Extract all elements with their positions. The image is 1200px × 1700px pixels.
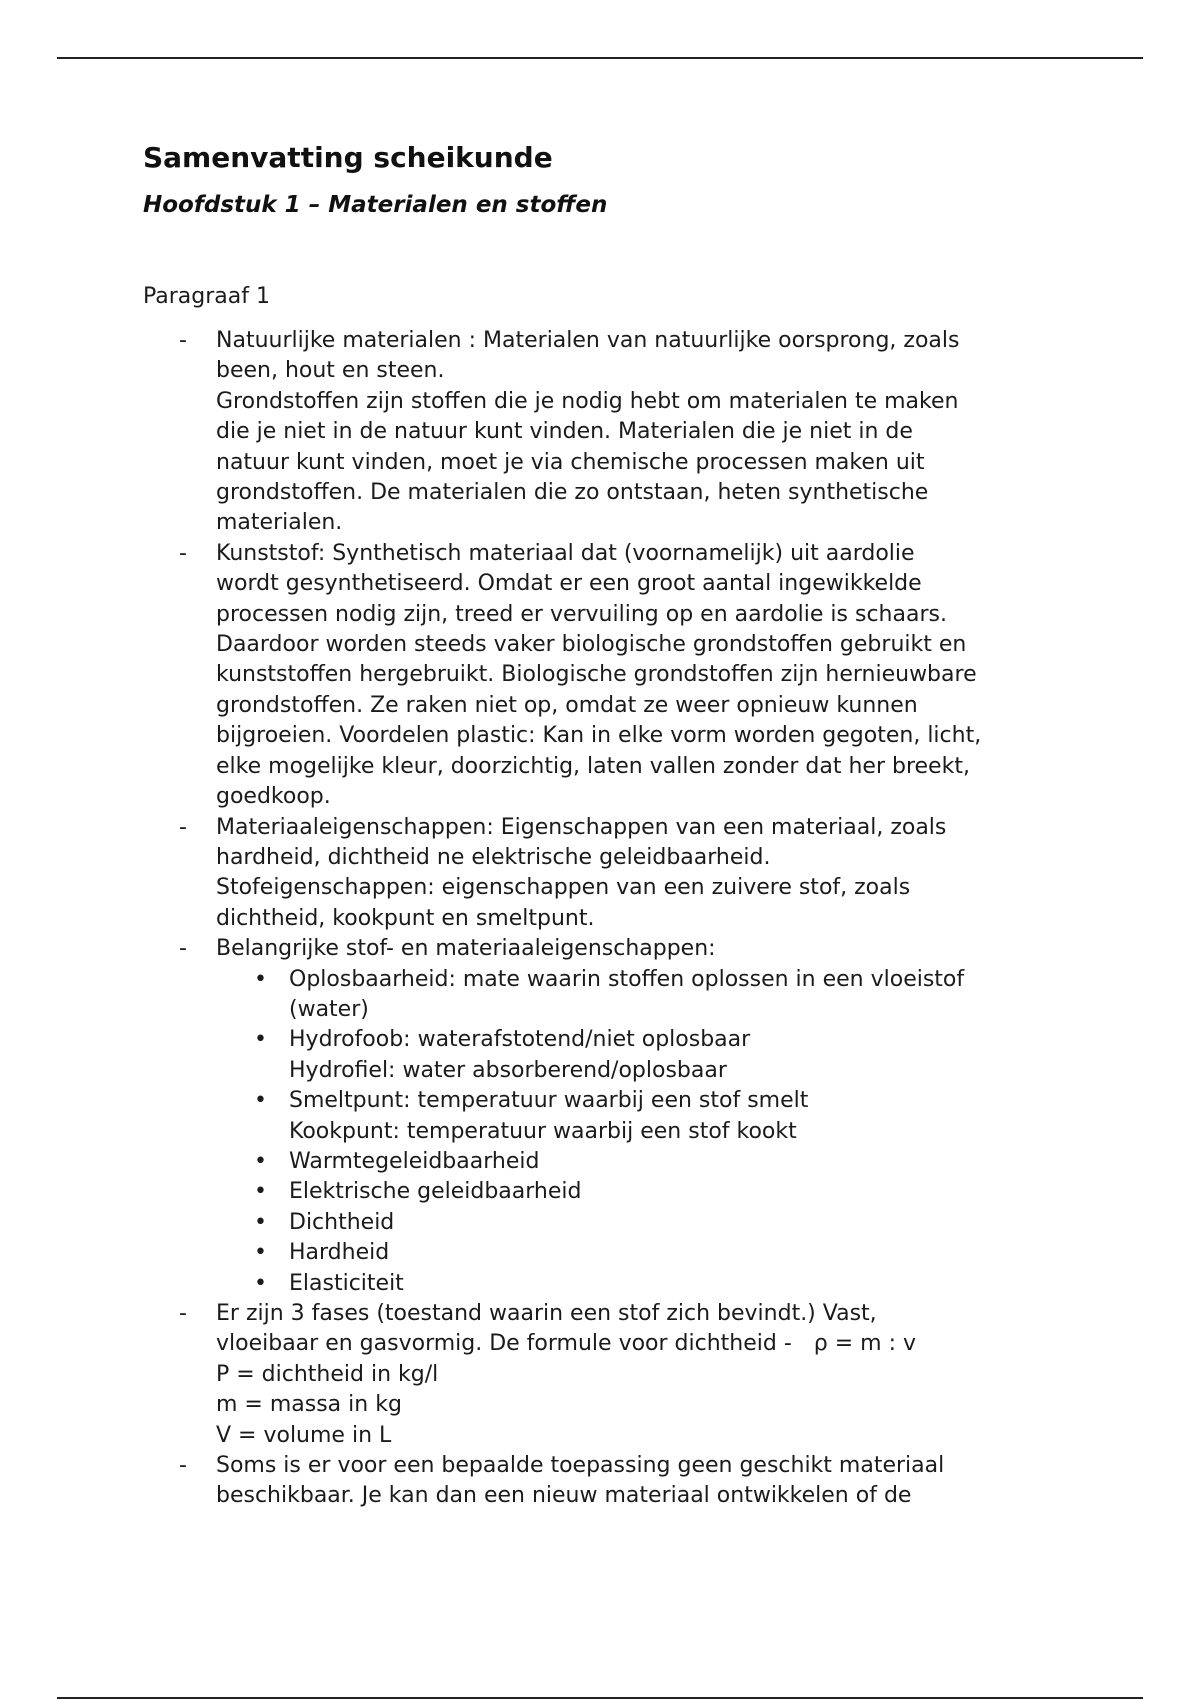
summary-list xyxy=(143,326,1083,1512)
text-line: Dichtheid xyxy=(289,1209,395,1235)
list-item-plastics xyxy=(143,539,1083,813)
text-line: Oplosbaarheid: mate waarin stoffen oplossen in een vloeistof xyxy=(289,966,965,992)
bullet-marker: • xyxy=(254,1148,267,1174)
sublist-item xyxy=(216,1086,1083,1147)
text-line: Materiaaleigenschappen: Eigenschappen van een materiaal, zoals xyxy=(216,814,947,840)
section-label: Paragraaf 1 xyxy=(143,284,270,309)
bullet-marker: • xyxy=(254,1027,267,1053)
chapter-heading: Hoofdstuk 1 – Materialen en stoffen xyxy=(143,192,608,218)
text-line: elke mogelijke kleur, doorzichtig, laten vallen zonder dat her breekt, xyxy=(216,753,970,779)
dash-marker: - xyxy=(179,1453,187,1479)
text-line: goedkoop. xyxy=(216,784,331,810)
text-line: materialen. xyxy=(216,510,343,536)
list-item-natural-materials xyxy=(143,326,1083,539)
text-line: beschikbaar. Je kan dan een nieuw materiaal ontwikkelen of de xyxy=(216,1483,912,1509)
text-line: dichtheid, kookpunt en smeltpunt. xyxy=(216,905,595,931)
dash-marker: - xyxy=(179,814,187,840)
sublist-item xyxy=(216,1177,1083,1207)
text-line: m = massa in kg xyxy=(216,1392,402,1418)
text-line: Grondstoffen zijn stoffen die je nodig hebt om materialen te maken xyxy=(216,388,959,414)
list-item-important-properties xyxy=(143,934,1083,1299)
sublist-item xyxy=(216,1269,1083,1299)
text-line: Hardheid xyxy=(289,1240,390,1266)
text-line: processen nodig zijn, treed er vervuiling op en aardolie is schaars. xyxy=(216,601,947,627)
sublist-item xyxy=(216,1208,1083,1238)
text-line: die je niet in de natuur kunt vinden. Materialen die je niet in de xyxy=(216,419,913,445)
document-body xyxy=(143,140,1083,1512)
bullet-marker: • xyxy=(254,1088,267,1114)
text-line xyxy=(216,1329,1083,1359)
text-line: Smeltpunt: temperatuur waarbij een stof smelt xyxy=(289,1088,809,1114)
text-line: Natuurlijke materialen : Materialen van natuurlijke oorsprong, zoals xyxy=(216,328,960,353)
text-line: Soms is er voor een bepaalde toepassing geen geschikt materiaal xyxy=(216,1453,945,1479)
text-line: kunststoffen hergebruikt. Biologische grondstoffen zijn hernieuwbare xyxy=(216,662,977,688)
text-line: Stofeigenschappen: eigenschappen van een zuivere stof, zoals xyxy=(216,875,911,901)
text-line: bijgroeien. Voordelen plastic: Kan in elke vorm worden gegoten, licht, xyxy=(216,723,982,749)
bottom-rule xyxy=(57,1697,1143,1699)
text-line: natuur kunt vinden, moet je via chemische processen maken uit xyxy=(216,449,925,475)
bullet-marker: • xyxy=(254,966,267,992)
bullet-marker: • xyxy=(254,1240,267,1266)
text-line: Kunststof: Synthetisch materiaal dat (voornamelijk) uit aardolie xyxy=(216,540,915,566)
dash-marker: - xyxy=(179,540,187,566)
text-line: wordt gesynthetiseerd. Omdat er een groot aantal ingewikkelde xyxy=(216,571,922,597)
bullet-marker: • xyxy=(254,1270,267,1296)
text-line: been, hout en steen. xyxy=(216,358,445,384)
text-line: Hydrofiel: water absorberend/oplosbaar xyxy=(289,1057,727,1083)
text-line: Elektrische geleidbaarheid xyxy=(289,1179,582,1205)
text-line: grondstoffen. Ze raken niet op, omdat ze weer opnieuw kunnen xyxy=(216,692,918,718)
properties-sublist xyxy=(216,965,1083,1299)
text-line: Kookpunt: temperatuur waarbij een stof kookt xyxy=(289,1118,797,1144)
list-item-phases-density xyxy=(143,1299,1083,1451)
text-line: Daardoor worden steeds vaker biologische grondstoffen gebruikt en xyxy=(216,632,967,658)
text-line: Elasticiteit xyxy=(289,1270,404,1296)
density-formula: ρ = m : v xyxy=(813,1331,917,1357)
text-line: Er zijn 3 fases (toestand waarin een stof zich bevindt.) Vast, xyxy=(216,1301,877,1326)
dash-marker: - xyxy=(179,1301,187,1326)
sublist-item xyxy=(216,1025,1083,1086)
top-rule xyxy=(57,57,1143,59)
dash-marker: - xyxy=(179,936,187,962)
text-line: V = volume in L xyxy=(216,1422,392,1448)
text-line: P = dichtheid in kg/l xyxy=(216,1361,439,1387)
text-line: (water) xyxy=(289,996,369,1022)
text-line: grondstoffen. De materialen die zo ontstaan, heten synthetische xyxy=(216,480,929,506)
sublist-item xyxy=(216,1238,1083,1268)
list-item-material-properties xyxy=(143,813,1083,935)
dash-marker: - xyxy=(179,328,187,353)
text-line: Hydrofoob: waterafstotend/niet oplosbaar xyxy=(289,1027,751,1053)
document-title: Samenvatting scheikunde xyxy=(143,141,553,174)
sublist-item xyxy=(216,965,1083,1026)
bullet-marker: • xyxy=(254,1209,267,1235)
sublist-item xyxy=(216,1147,1083,1177)
list-item-new-material xyxy=(143,1451,1083,1512)
text-line: Warmtegeleidbaarheid xyxy=(289,1148,540,1174)
text-line: Belangrijke stof- en materiaaleigenschappen: xyxy=(216,936,716,962)
bullet-marker: • xyxy=(254,1179,267,1205)
text-line: hardheid, dichtheid ne elektrische geleidbaarheid. xyxy=(216,844,771,870)
text-fragment: vloeibaar en gasvormig. De formule voor dichtheid - xyxy=(216,1331,792,1357)
